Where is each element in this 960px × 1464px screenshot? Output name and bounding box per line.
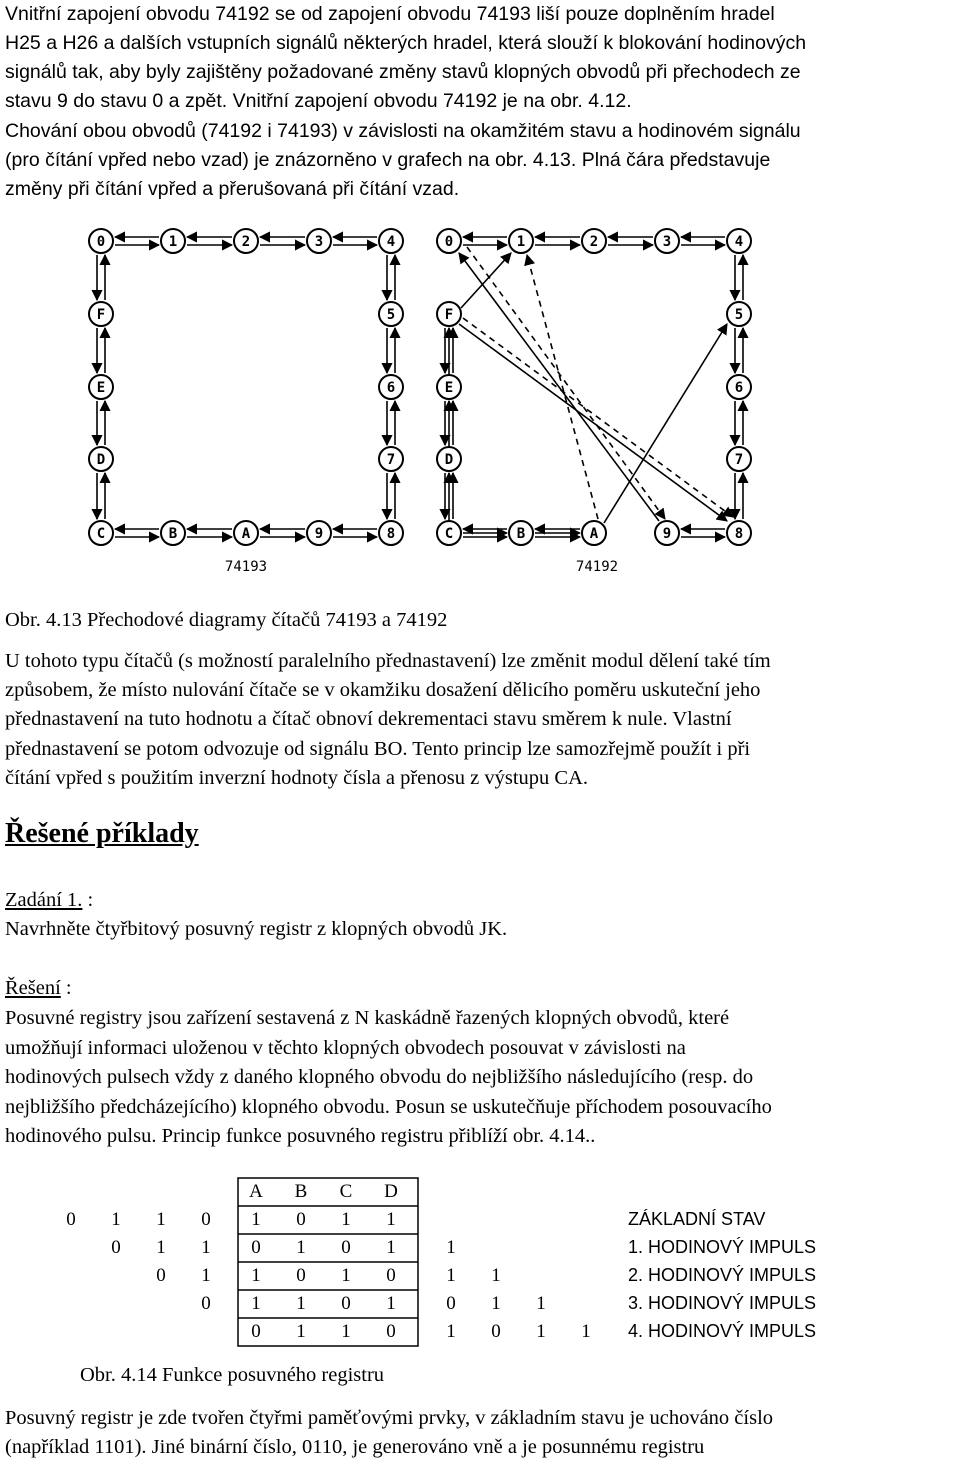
output-bit: 1 — [536, 1321, 546, 1342]
figure-caption-4-13: Obr. 4.13 Přechodové diagramy čítačů 74193 a 74192 — [5, 609, 448, 631]
register-bit: 1 — [386, 1209, 396, 1230]
register-bit: 0 — [251, 1321, 261, 1342]
text-line: Posuvné registry jsou zařízení sestavená z N kaskádně řazených klopných obvodů, které — [5, 1007, 730, 1029]
register-bit: 1 — [296, 1321, 306, 1342]
state-node-label: D — [444, 452, 454, 468]
text-line: přednastavení se potom odvozuje od signálu BO. Tento princip lze samozřejmě použít i při — [5, 738, 751, 760]
diagram-label-74192: 74192 — [575, 559, 619, 575]
state-node — [727, 302, 751, 326]
state-node — [437, 229, 461, 253]
state-node-label: 0 — [96, 234, 106, 250]
transition-F — [459, 324, 727, 521]
register-bit: 0 — [296, 1265, 306, 1286]
state-node — [582, 521, 606, 545]
state-node — [89, 447, 113, 471]
register-bit: 1 — [341, 1321, 351, 1342]
state-node — [655, 229, 679, 253]
state-node-label: 2 — [589, 234, 599, 250]
state-label: 2. HODINOVÝ IMPULS — [628, 1265, 817, 1285]
diagram-label-74193: 74193 — [224, 559, 268, 575]
diagram-74192 — [437, 229, 751, 545]
text-line: čítání vpřed s použitím inverzní hodnoty čísla a přenosu z výstupu CA. — [5, 767, 588, 789]
state-node — [89, 302, 113, 326]
section-heading: Řešené příklady — [5, 818, 199, 849]
state-label: 1. HODINOVÝ IMPULS — [628, 1237, 817, 1257]
state-node — [727, 447, 751, 471]
state-node-label: 7 — [386, 452, 396, 468]
input-bit: 0 — [201, 1293, 211, 1314]
state-node-label: D — [96, 452, 106, 468]
input-bit: 1 — [111, 1209, 121, 1230]
register-bit: 1 — [386, 1237, 396, 1258]
intro-line: signálů tak, aby byly zajištěny požadované změny stavů klopných obvodů při přechodech ze — [5, 61, 801, 83]
figure-caption-4-14: Obr. 4.14 Funkce posuvného registru — [80, 1364, 385, 1386]
transition-A-back — [527, 255, 598, 519]
input-bit: 0 — [66, 1209, 76, 1230]
state-node-label: 0 — [444, 234, 454, 250]
state-node-label: 3 — [314, 234, 324, 250]
column-header: C — [339, 1181, 353, 1202]
state-label: ZÁKLADNÍ STAV — [628, 1209, 766, 1229]
input-bit: 1 — [156, 1237, 166, 1258]
intro-line: Chování obou obvodů (74192 i 74193) v závislosti na okamžitém stavu a hodinovém signálu — [5, 120, 801, 142]
state-node — [161, 229, 185, 253]
state-node — [379, 447, 403, 471]
transition-F-1 — [461, 253, 511, 308]
input-bit: 1 — [201, 1237, 211, 1258]
register-bit: 0 — [341, 1293, 351, 1314]
state-node-label: B — [516, 526, 526, 542]
state-node-label: 5 — [386, 307, 396, 323]
output-bit: 1 — [446, 1237, 456, 1258]
register-bit: 1 — [341, 1209, 351, 1230]
state-node-label: 1 — [516, 234, 526, 250]
reseni-heading — [5, 974, 955, 1004]
text-line: umožňují informaci uloženou v těchto klopných obvodech posouvat v závislosti na — [5, 1037, 686, 1059]
state-node — [379, 375, 403, 399]
state-node-label: 1 — [168, 234, 178, 250]
state-label: 4. HODINOVÝ IMPULS — [628, 1321, 817, 1341]
state-node — [379, 229, 403, 253]
reseni-colon: : — [60, 977, 72, 999]
register-bit: 1 — [296, 1237, 306, 1258]
text-line: U tohoto typu čítačů (s možností paralelního přednastavení) lze změnit modul dělení také tím — [5, 650, 771, 672]
column-header: B — [294, 1181, 308, 1202]
state-node-label: A — [241, 526, 251, 542]
state-node — [161, 521, 185, 545]
state-node-label: 9 — [662, 526, 672, 542]
state-node — [727, 521, 751, 545]
register-bit: 0 — [386, 1321, 396, 1342]
state-node-label: F — [444, 307, 454, 323]
text-line: Posuvný registr je zde tvořen čtyřmi paměťovými prvky, v základním stavu je uchováno číslo — [5, 1407, 774, 1429]
state-node-label: 8 — [386, 526, 396, 542]
output-bit: 1 — [491, 1293, 501, 1314]
state-node-label: B — [168, 526, 178, 542]
register-bit: 1 — [386, 1293, 396, 1314]
state-node-label: C — [444, 526, 454, 542]
input-bit: 0 — [201, 1209, 211, 1230]
diagram-74193 — [89, 229, 403, 545]
reseni-label: Řešení — [5, 977, 61, 999]
state-node — [89, 521, 113, 545]
output-bit: 0 — [491, 1321, 501, 1342]
register-bit: 0 — [296, 1209, 306, 1230]
input-bit: 0 — [156, 1265, 166, 1286]
text-line: (například 1101). Jiné binární číslo, 0110, je generováno vně a je posunnému registru — [5, 1436, 705, 1458]
register-bit: 0 — [386, 1265, 396, 1286]
column-header: A — [249, 1181, 263, 1202]
zadani-colon: : — [82, 889, 94, 911]
backward-transition-0-9 — [467, 247, 665, 519]
register-bit: 1 — [251, 1265, 261, 1286]
intro-line: H25 a H26 a dalších vstupních signálů některých hradel, která slouží k blokování hodinových — [5, 32, 807, 54]
state-node — [437, 302, 461, 326]
state-node-label: C — [96, 526, 106, 542]
register-bit: 0 — [251, 1237, 261, 1258]
state-node-label: 6 — [386, 380, 396, 396]
output-bit: 1 — [536, 1293, 546, 1314]
register-bit: 1 — [341, 1265, 351, 1286]
state-node-label: 7 — [734, 452, 744, 468]
text-line: hodinových pulsech vždy z daného klopného obvodu do nejbližšího následujícího (resp. do — [5, 1066, 754, 1088]
state-node — [234, 229, 258, 253]
text-line: hodinového pulsu. Princip funkce posuvného registru přiblíží obr. 4.14.. — [5, 1125, 596, 1147]
state-node-label: A — [589, 526, 599, 542]
state-node-label: E — [444, 380, 454, 396]
register-bit: 1 — [251, 1209, 261, 1230]
state-node — [437, 521, 461, 545]
text-line: způsobem, že místo nulování čítače se v okamžiku dosažení dělicího poměru uskuteční jeho — [5, 679, 761, 701]
state-node-label: 4 — [386, 234, 396, 250]
register-bit: 1 — [251, 1293, 261, 1314]
output-bit: 1 — [446, 1321, 456, 1342]
transition-diagrams — [0, 0, 960, 600]
state-node-label: 8 — [734, 526, 744, 542]
intro-line: stavu 9 do stavu 0 a zpět. Vnitřní zapojení obvodu 74192 je na obr. 4.12. — [5, 90, 632, 112]
state-node — [437, 447, 461, 471]
register-bit: 0 — [341, 1237, 351, 1258]
state-node — [379, 521, 403, 545]
zadani-label: Zadání 1. — [5, 889, 83, 911]
state-node — [727, 375, 751, 399]
state-node-label: 6 — [734, 380, 744, 396]
transition-F-back — [463, 318, 733, 517]
forward-transition-9-0 — [459, 253, 659, 521]
state-node — [509, 229, 533, 253]
state-node — [89, 375, 113, 399]
column-header: D — [384, 1181, 398, 1202]
output-bit: 1 — [491, 1265, 501, 1286]
input-bit: 0 — [111, 1237, 121, 1258]
state-node-label: 2 — [241, 234, 251, 250]
intro-line: změny při čítání vpřed a přerušovaná při čítání vzad. — [5, 178, 460, 200]
output-bit: 1 — [446, 1265, 456, 1286]
intro-line: (pro čítání vpřed nebo vzad) je znázorněno v grafech na obr. 4.13. Plná čára představuje — [5, 149, 771, 171]
state-node — [655, 521, 679, 545]
state-node — [234, 521, 258, 545]
state-node-label: 4 — [734, 234, 744, 250]
state-node — [379, 302, 403, 326]
state-node — [437, 375, 461, 399]
state-node — [89, 229, 113, 253]
input-bit: 1 — [156, 1209, 166, 1230]
state-node-label: 3 — [662, 234, 672, 250]
state-node-label: 5 — [734, 307, 744, 323]
output-bit: 0 — [446, 1293, 456, 1314]
zadani-text: Navrhněte čtyřbitový posuvný registr z klopných obvodů JK. — [5, 918, 508, 940]
input-bit: 1 — [201, 1265, 211, 1286]
state-node — [582, 229, 606, 253]
state-node-label: 9 — [314, 526, 324, 542]
text-line: přednastavení na tuto hodnotu a čítač obnoví dekrementaci stavu směrem k nule. Vlastní — [5, 708, 732, 730]
state-node — [307, 521, 331, 545]
state-node-label: F — [96, 307, 106, 323]
state-node-label: E — [96, 380, 106, 396]
intro-line: Vnitřní zapojení obvodu 74192 se od zapojení obvodu 74193 liší pouze doplněním hradel — [5, 3, 775, 25]
transition-A — [604, 324, 727, 523]
text-line: nejbližšího předcházejícího) klopného obvodu. Posun se uskutečňuje příchodem posouvacího — [5, 1096, 772, 1118]
state-label: 3. HODINOVÝ IMPULS — [628, 1293, 817, 1313]
state-node — [727, 229, 751, 253]
state-node — [307, 229, 331, 253]
output-bit: 1 — [581, 1321, 591, 1342]
register-bit: 1 — [296, 1293, 306, 1314]
zadani-heading — [5, 886, 955, 916]
state-node — [509, 521, 533, 545]
